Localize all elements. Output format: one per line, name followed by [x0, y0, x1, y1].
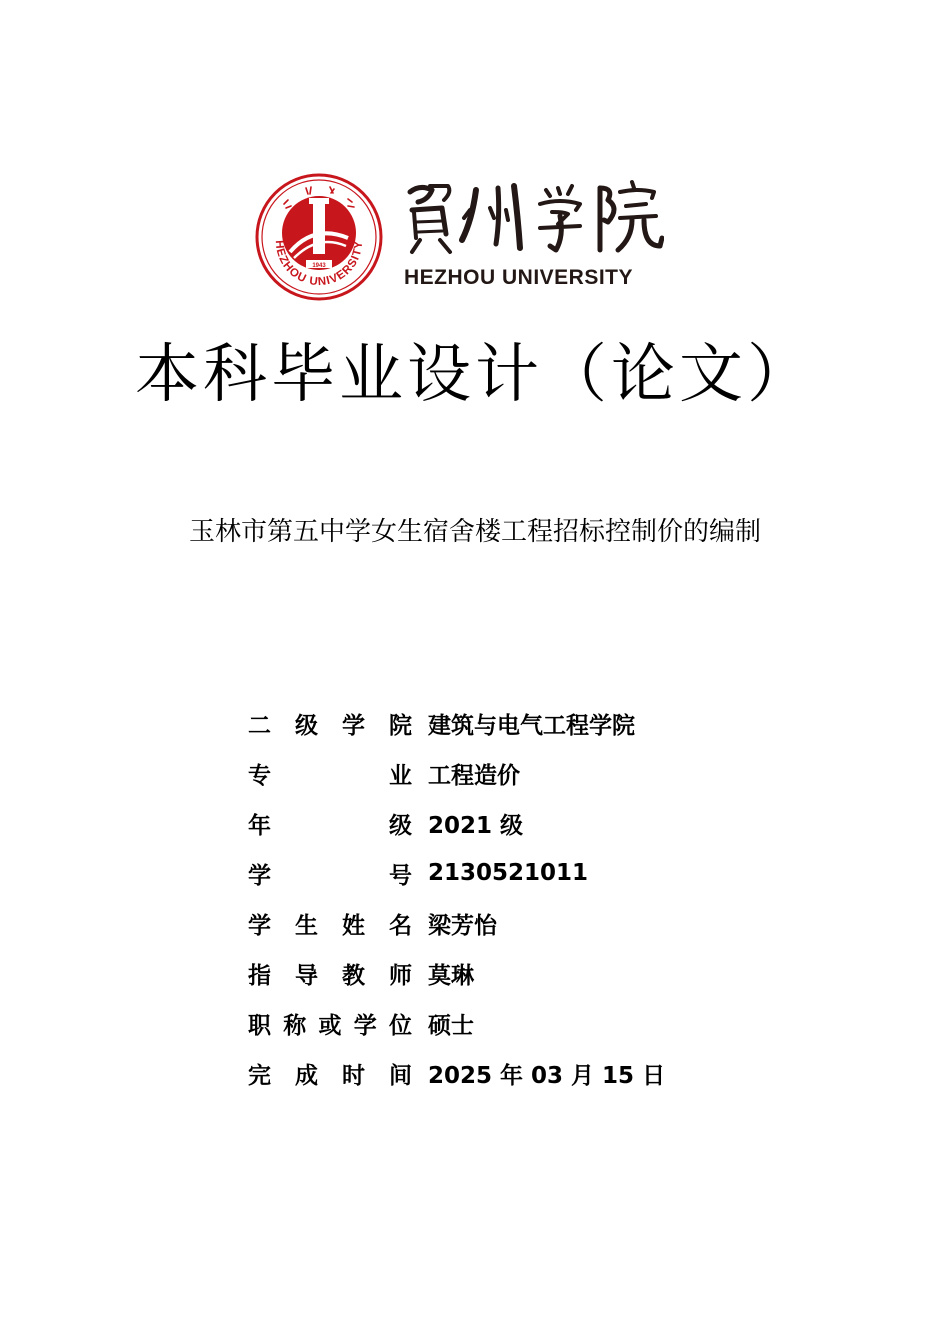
info-row	[248, 848, 768, 898]
info-label	[248, 1007, 412, 1040]
info-row	[248, 948, 768, 998]
info-label-char: 学	[248, 912, 271, 939]
info-label-char: 名	[389, 912, 412, 939]
info-value: 2021 级	[428, 812, 524, 839]
info-label-char: 生	[295, 912, 318, 939]
info-value: 建筑与电气工程学院	[428, 712, 635, 739]
info-row	[248, 698, 768, 748]
info-label	[248, 907, 412, 940]
info-label-char: 院	[389, 712, 412, 739]
info-value: 莫琳	[428, 962, 474, 989]
info-label-char: 年	[248, 812, 271, 839]
info-label-char: 业	[389, 762, 412, 789]
info-value: 2025 年 03 月 15 日	[428, 1062, 666, 1089]
info-row	[248, 1048, 768, 1098]
info-row	[248, 898, 768, 948]
university-name-english: HEZHOU UNIVERSITY	[404, 266, 634, 289]
university-seal-icon	[254, 172, 384, 302]
info-label-char: 教	[342, 962, 365, 989]
info-label	[248, 957, 412, 990]
info-label-char: 号	[389, 862, 412, 889]
info-row	[248, 998, 768, 1048]
info-label-char: 二	[248, 712, 271, 739]
info-label-char: 成	[295, 1062, 318, 1089]
info-label-char: 或	[318, 1012, 342, 1039]
info-label-char: 学	[248, 862, 271, 889]
info-label-char: 位	[389, 1012, 412, 1039]
info-value: 硕士	[428, 1012, 474, 1039]
info-row	[248, 798, 768, 848]
info-value: 梁芳怡	[428, 912, 497, 939]
info-label-char: 完	[248, 1062, 271, 1089]
info-row	[248, 748, 768, 798]
info-label-char: 学	[353, 1012, 377, 1039]
info-label-char: 学	[342, 712, 365, 739]
info-value: 工程造价	[428, 762, 520, 789]
info-label-char: 职	[248, 1012, 271, 1039]
info-label-char: 时	[342, 1062, 365, 1089]
seal-year: 1943	[312, 263, 326, 269]
info-label-char: 姓	[342, 912, 365, 939]
info-label-char: 称	[283, 1012, 307, 1039]
info-label	[248, 707, 412, 740]
document-type-heading: 本科毕业设计（论文）	[135, 338, 815, 412]
info-label-char: 导	[295, 962, 318, 989]
info-label-char: 指	[248, 962, 271, 989]
student-info-list	[248, 698, 768, 1098]
info-label-char: 师	[389, 962, 412, 989]
info-label-char: 级	[389, 812, 412, 839]
info-value: 2130521011	[428, 860, 589, 886]
info-label	[248, 1057, 412, 1090]
info-label	[248, 857, 412, 890]
info-label	[248, 757, 412, 790]
seal-text: HEZHOU UNIVERSITY	[272, 239, 366, 289]
university-logo	[254, 172, 664, 302]
university-name-calligraphy	[400, 176, 664, 256]
info-label	[248, 807, 412, 840]
thesis-title: 玉林市第五中学女生宿舍楼工程招标控制价的编制	[188, 517, 761, 547]
info-label-char: 间	[389, 1062, 412, 1089]
info-label-char: 专	[248, 762, 271, 789]
info-label-char: 级	[295, 712, 318, 739]
